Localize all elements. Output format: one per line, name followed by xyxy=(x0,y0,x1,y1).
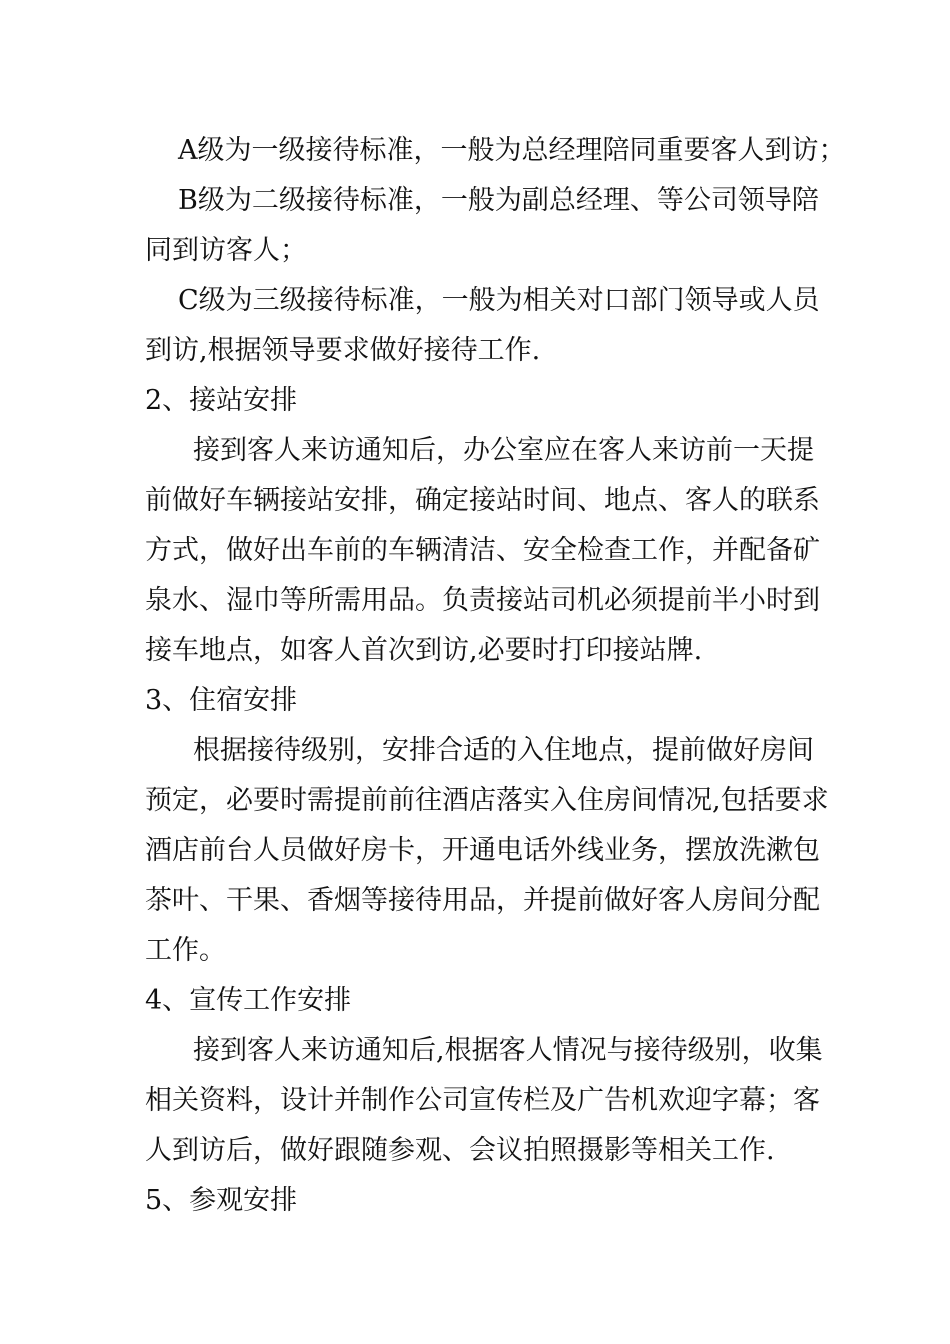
paragraph-line: 酒店前台人员做好房卡，开通电话外线业务，摆放洗漱包 xyxy=(145,835,820,866)
paragraph-line: 根据接待级别，安排合适的入住地点，提前做好房间 xyxy=(193,735,814,766)
paragraph-line: 预定，必要时需提前前往酒店落实入住房间情况,包括要求 xyxy=(145,785,829,816)
section-heading: 4、宣传工作安排 xyxy=(145,985,352,1016)
paragraph-line: 接到客人来访通知后,根据客人情况与接待级别，收集 xyxy=(193,1035,823,1066)
paragraph-line: 同到访客人； xyxy=(145,235,307,266)
paragraph-line: 到访,根据领导要求做好接待工作. xyxy=(145,335,541,366)
paragraph-line: 工作。 xyxy=(145,935,226,966)
paragraph-line: 方式，做好出车前的车辆清洁、安全检查工作，并配备矿 xyxy=(145,535,820,566)
paragraph-line: 泉水、湿巾等所需用品。负责接站司机必须提前半小时到 xyxy=(145,585,820,616)
paragraph-line: 人到访后，做好跟随参观、会议拍照摄影等相关工作. xyxy=(145,1135,775,1166)
paragraph-line: 相关资料，设计并制作公司宣传栏及广告机欢迎字幕；客 xyxy=(145,1085,820,1116)
paragraph-line: B级为二级接待标准，一般为副总经理、等公司领导陪 xyxy=(178,185,819,216)
paragraph-line: A级为一级接待标准，一般为总经理陪同重要客人到访； xyxy=(178,135,846,166)
paragraph-line: 茶叶、干果、香烟等接待用品，并提前做好客人房间分配 xyxy=(145,885,820,916)
paragraph-line: 接到客人来访通知后，办公室应在客人来访前一天提 xyxy=(193,435,814,466)
paragraph-line: C级为三级接待标准，一般为相关对口部门领导或人员 xyxy=(178,285,820,316)
paragraph-line: 前做好车辆接站安排，确定接站时间、地点、客人的联系 xyxy=(145,485,820,516)
paragraph-line: 接车地点，如客人首次到访,必要时打印接站牌. xyxy=(145,635,703,666)
section-heading: 2、接站安排 xyxy=(145,385,298,416)
section-heading: 5、参观安排 xyxy=(145,1185,298,1216)
section-heading: 3、住宿安排 xyxy=(145,685,298,716)
